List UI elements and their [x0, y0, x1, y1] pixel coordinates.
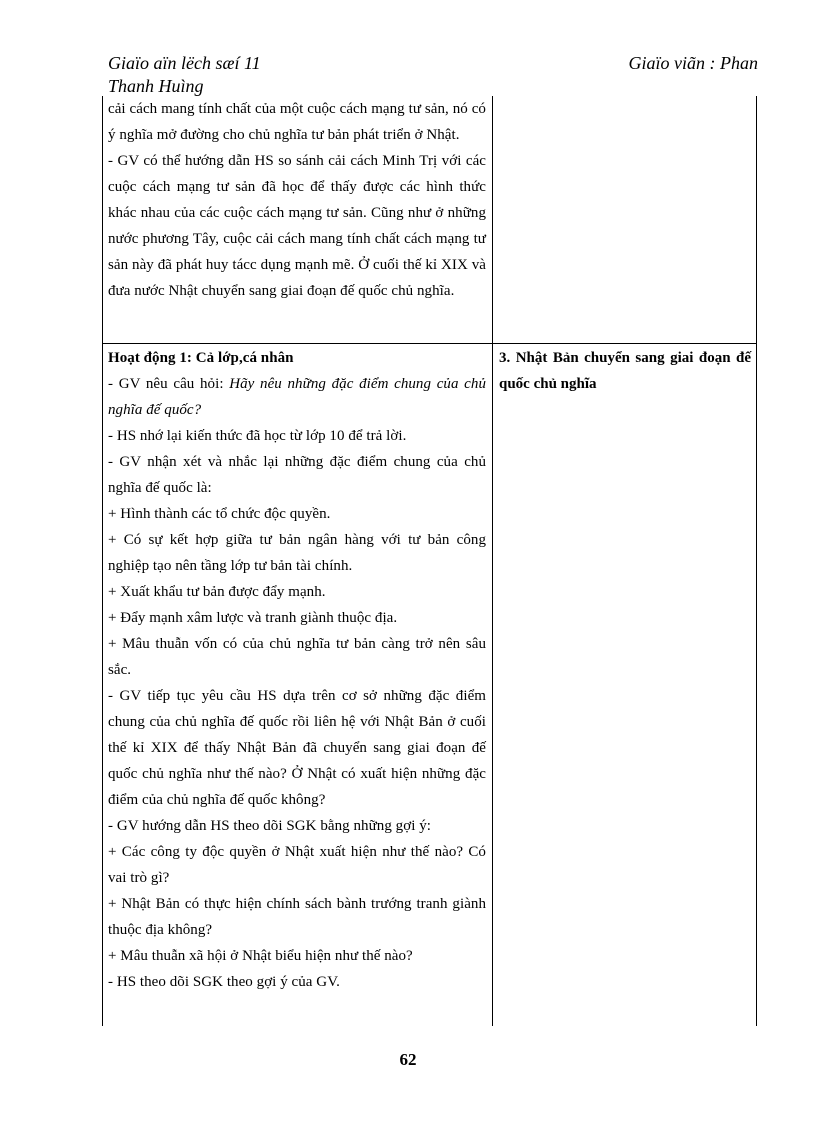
- paragraph: - GV tiếp tục yêu cầu HS dựa trên cơ sở những đặc điểm chung của chủ nghĩa đế quốc rồi liên hệ với Nhật Bản ở cuối thế kỉ XIX để thấy Nhật Bản đã chuyển sang giai đoạn đế quốc chủ nghĩa như thế nào? Ở Nhật có xuất hiện những đặc điểm của chủ nghĩa đế quốc không?: [108, 688, 486, 808]
- paragraph: + Mâu thuẫn vốn có của chủ nghĩa tư bản càng trở nên sâu sắc.: [108, 636, 486, 678]
- table-left-border: [102, 96, 103, 1026]
- paragraph: + Mâu thuẫn xã hội ở Nhật biểu hiện như thế nào?: [108, 948, 413, 964]
- header-course-title: Giaïo aïn lëch sæí 11: [108, 53, 261, 73]
- section-title: 3. Nhật Bản chuyển sang giai đoạn đế quốc chủ nghĩa: [499, 350, 751, 392]
- paragraph: - GV có thể hướng dẫn HS so sánh cải cách Minh Trị với các cuộc cách mạng tư sản đã học để thấy được các hình thức khác nhau của các cuộc cách mạng tư sản. Cũng như ở những nước phương Tây, cuộc cải cách mang tính chất cách mạng tư sản này đã phát huy tácc dụng mạnh mẽ. Ở cuối thế kỉ XIX và đưa nước Nhật chuyển sang giai đoạn đế quốc chủ nghĩa.: [108, 153, 486, 299]
- paragraph: + Hình thành các tổ chức độc quyền.: [108, 506, 331, 522]
- paragraph: - HS theo dõi SGK theo gợi ý của GV.: [108, 974, 340, 990]
- page-number: 62: [399, 1050, 417, 1069]
- paragraph: + Nhật Bản có thực hiện chính sách bành trướng tranh giành thuộc địa không?: [108, 896, 486, 938]
- paragraph: + Có sự kết hợp giữa tư bản ngân hàng với tư bản công nghiệp tạo nên tầng lớp tư bản tài chính.: [108, 532, 486, 574]
- left-cell-row1: [108, 96, 486, 304]
- question-text: Hãy nêu những đặc điểm chung của chủ nghĩa đế quốc?: [108, 376, 486, 418]
- paragraph: - GV nhận xét và nhắc lại những đặc điểm chung của chủ nghĩa đế quốc là:: [108, 454, 486, 496]
- question-prefix: - GV nêu câu hỏi:: [108, 376, 230, 392]
- table-right-border: [756, 96, 757, 1026]
- table-middle-border: [492, 96, 493, 1026]
- paragraph: + Xuất khẩu tư bản được đẩy mạnh.: [108, 584, 326, 600]
- paragraph: + Các công ty độc quyền ở Nhật xuất hiện như thế nào? Có vai trò gì?: [108, 844, 486, 886]
- header-teacher-name: Thanh Huìng: [108, 76, 204, 96]
- left-cell-row2: [108, 345, 486, 995]
- paragraph: - GV hướng dẫn HS theo dõi SGK bằng những gợi ý:: [108, 818, 431, 834]
- activity-title: Hoạt động 1: Cả lớp,cá nhân: [108, 350, 294, 366]
- paragraph: - HS nhớ lại kiến thức đã học từ lớp 10 để trả lời.: [108, 428, 407, 444]
- header-left: [108, 52, 358, 98]
- paragraph: cải cách mang tính chất của một cuộc cách mạng tư sản, nó có ý nghĩa mở đường cho chủ nghĩa tư bản phát triển ở Nhật.: [108, 101, 486, 143]
- table-row-divider: [102, 343, 757, 344]
- paragraph: + Đẩy mạnh xâm lược và tranh giành thuộc địa.: [108, 610, 398, 626]
- header-right: Giaïo viãn : Phan: [628, 53, 758, 73]
- question-paragraph: [108, 371, 486, 423]
